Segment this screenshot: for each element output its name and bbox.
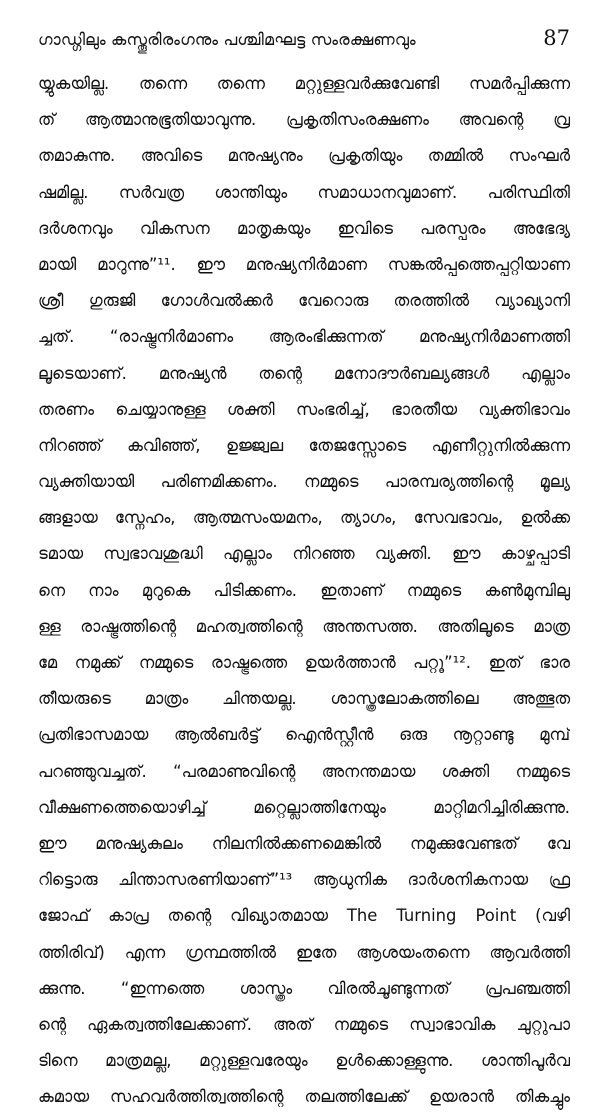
text-line: ന്റെ ഏകത്വത്തിലേക്കാണ്. അത് നമ്മുടെ സ്വാഭാവിക ചുറ്റുപാ bbox=[38, 1014, 570, 1034]
text-line: റിട്ടൊരു ചിന്താസരണിയാണ്”¹³ ആധുനിക ദാർശനികനായ ഫ്ര bbox=[38, 870, 570, 890]
text-line: ദർശനവും വികസന മാതൃകയും ഇവിടെ പരസ്പരം അഭേദ്യ bbox=[38, 218, 570, 238]
text-line: വ്യക്തിയായി പരിണമിക്കണം. നമ്മുടെ പാരമ്പര്യത്തിന്റെ മൂല്യ bbox=[38, 472, 570, 492]
text-line: ക്കുന്നു. “ഇന്നത്തെ ശാസ്ത്രം വിരൽചൂണ്ടുന്നത് പ്രപഞ്ചത്തി bbox=[38, 978, 570, 998]
page-number: 87 bbox=[543, 26, 570, 50]
body-text bbox=[38, 66, 570, 1115]
text-line: ശ്രീ ഗുരുജി ഗോൾവൽക്കർ വേറൊരു തരത്തിൽ വ്യാഖ്യാനി bbox=[38, 291, 570, 311]
text-line: ലൂടെയാണ്. മനുഷ്യൻ തന്റെ മനോദൗർബല്യങ്ങൾ എല്ലാം bbox=[38, 363, 570, 383]
text-line: പ്രതിഭാസമായ ആൽബർട്ട് ഐൻസ്റ്റീൻ ഒരു നൂറ്റാണ്ടു മുമ്പ് bbox=[38, 725, 570, 745]
text-line: ങ്ങളായ സ്നേഹം, ആത്മസംയമനം, ത്യാഗം, സേവഭാവം, ഉൽക്ക bbox=[38, 508, 570, 528]
text-line: പറഞ്ഞുവച്ചത്. “പരമാണുവിന്റെ അനന്തമായ ശക്തി നമ്മുടെ bbox=[38, 761, 570, 781]
text-line: മായി മാറുന്നു”¹¹. ഈ മനുഷ്യനിർമാണ സങ്കൽപ്പത്തെപ്പറ്റിയാണ bbox=[38, 254, 570, 274]
running-header bbox=[38, 26, 570, 56]
text-line: നിറഞ്ഞ് കവിഞ്ഞ്, ഉജ്ജ്വല തേജസ്സോടെ എണീറ്റുനിൽക്കുന്ന bbox=[38, 435, 570, 455]
text-line: ഈ മനുഷ്യകുലം നിലനിൽക്കണമെങ്കിൽ നമുക്കുവേണ്ടത് വേ bbox=[38, 833, 570, 853]
text-line: തീയരുടെ മാത്രം ചിന്തയല്ല. ശാസ്ത്രലോകത്തിലെ അത്ഭുത bbox=[38, 689, 570, 709]
text-line: ടിനെ മാത്രമല്ല, മറ്റുള്ളവരേയും ഉൾക്കൊള്ളുന്നു. ശാന്തിപൂർവ bbox=[38, 1051, 570, 1071]
text-line: ച്ചത്. “രാഷ്ട്രനിർമാണം ആരംഭിക്കുന്നത് മനുഷ്യനിർമാണത്തി bbox=[38, 327, 570, 347]
text-line: നെ നാം മുറുകെ പിടിക്കണം. ഇതാണ് നമ്മുടെ കൺമുമ്പിലു bbox=[38, 580, 570, 600]
text-line: ള്ള രാഷ്ട്രത്തിന്റെ മഹത്വത്തിന്റെ അന്തസത്ത. അതിലൂടെ മാത്ര bbox=[38, 616, 570, 636]
text-line: ടമായ സ്വഭാവശുദ്ധി എല്ലാം നിറഞ്ഞ വ്യക്തി. ഈ കാഴ്ചപ്പാടി bbox=[38, 544, 570, 564]
text-line: യ്യുകയില്ല. തന്നെ തന്നെ മറ്റുള്ളവർക്കുവേണ്ടി സമർപ്പിക്കുന്ന bbox=[38, 74, 570, 93]
text-line: തമാകുന്നു. അവിടെ മനുഷ്യനും പ്രകൃതിയും തമ്മിൽ സംഘർ bbox=[38, 146, 570, 166]
text-line: കമായ സഹവർത്തിത്വത്തിന്റെ തലത്തിലേക്ക് ഉയരാൻ തികച്ചും bbox=[38, 1087, 570, 1107]
text-line: ഷമില്ല. സർവത്ര ശാന്തിയും സമാധാനവുമാണ്. പരിസ്ഥിതി bbox=[38, 182, 570, 202]
text-line: ത് ആത്മാനുഭൂതിയാവുന്നു. പ്രകൃതിസംരക്ഷണം അവന്റെ വ്ര bbox=[38, 110, 570, 130]
text-line: തരണം ചെയ്യാനുള്ള ശക്തി സംഭരിച്ച്, ഭാരതീയ വ്യക്തിഭാവം bbox=[38, 399, 570, 419]
text-line: മേ നമുക്ക് നമ്മുടെ രാഷ്ട്രത്തെ ഉയർത്താൻ പറ്റൂ”¹². ഇത് ഭാര bbox=[38, 653, 570, 672]
text-line: വീക്ഷണത്തെയൊഴിച്ച് മറ്റെല്ലാത്തിനേയും മാറ്റിമറിച്ചിരിക്കുന്നു. bbox=[38, 797, 570, 817]
text-line: ജോഫ് കാപ്ര തന്റെ വിഖ്യാതമായ The Turning Point (വഴി bbox=[38, 906, 570, 926]
running-title: ഗാഡ്ഗിലും കസ്തൂരിരംഗനും പശ്ചിമഘട്ട സംരക്ഷണവും bbox=[38, 30, 416, 49]
text-line: ത്തിരിവ്) എന്ന ഗ്രന്ഥത്തിൽ ഇതേ ആശയംതന്നെ ആവർത്തി bbox=[38, 942, 570, 962]
